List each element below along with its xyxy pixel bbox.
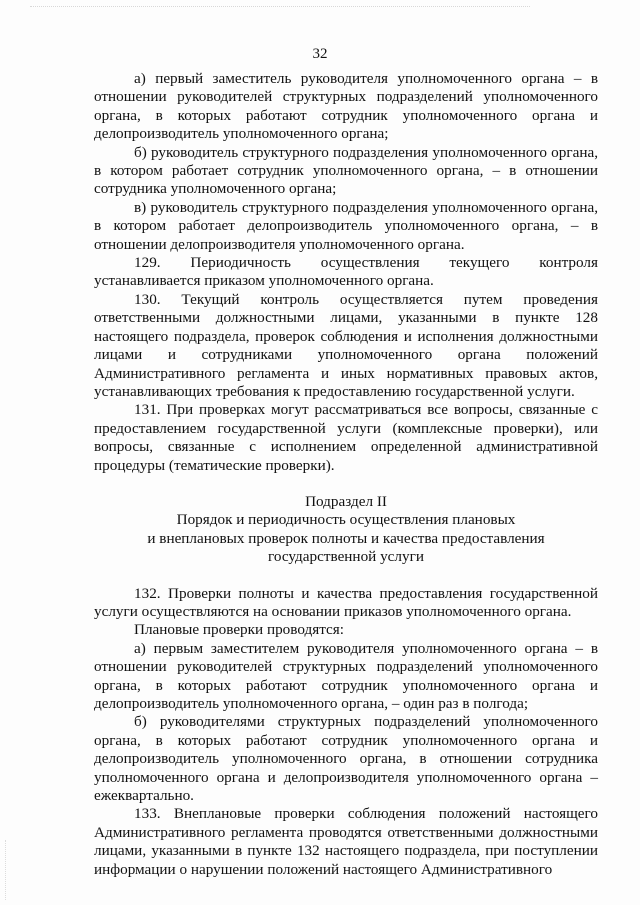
paragraph-planned-a: а) первым заместителем руководителя уполномоченного органа – в отношении руководителей структурных подразделений уполномоченного органа, в которых работают сотрудник уполномоченного органа и делопроизводитель уполномоченного органа, – один раз в полгода; [94, 639, 598, 712]
paragraph-130: 130. Текущий контроль осуществляется путем проведения ответственными должностными лицами, указанными в пункте 128 настоящего подраздела, проверок соблюдения и исполнения должностными лицами и сотрудниками уполномоченного органа положений Административного регламента и иных нормативных правовых актов, устанавливающих требования к предоставлению государственной услуги. [94, 290, 598, 400]
subsection-label: Подраздел II [305, 492, 387, 510]
paragraph-131: 131. При проверках могут рассматриваться все вопросы, связанные с предоставлением государственной услуги (комплексные проверки), или вопросы, связанные с исполнением определенной административной процедуры (тематические проверки). [94, 401, 598, 474]
scan-artifact-left [5, 840, 7, 900]
paragraph-133: 133. Внеплановые проверки соблюдения положений настоящего Административного регламента проводятся ответственными должностными лицами, указанными в пункте 132 настоящего подраздела, при поступлении информации о нарушении положений настоящего Административного [94, 805, 598, 878]
paragraph-132: 132. Проверки полноты и качества предоставления государственной услуги осуществляются на основании приказов уполномоченного органа. [94, 584, 598, 620]
subsection-title-line-1: Порядок и периодичность осуществления плановых [176, 511, 516, 529]
paragraph-planned-b: б) руководителями структурных подразделений уполномоченного органа, в которых работают сотрудник уполномоченного органа и делопроизводитель уполномоченного органа, в отношении сотрудника уполномоченного органа и делопроизводителя уполномоченного органа – ежеквартально. [94, 713, 598, 805]
scan-artifact-top [30, 6, 530, 8]
subsection-title-line-2: и внеплановых проверок полноты и качества предоставления [147, 529, 545, 547]
paragraph-b-unit-head: б) руководитель структурного подразделения уполномоченного органа, в котором работает сотрудник уполномоченного органа, – в отношении сотрудника уполномоченного органа; [94, 143, 598, 198]
paragraph-a-first-deputy: а) первый заместитель руководителя уполномоченного органа – в отношении руководителей структурных подразделений уполномоченного органа, в которых работают сотрудник уполномоченного органа и делопроизводитель уполномоченного органа; [94, 70, 598, 143]
paragraph-v-unit-head-clerk: в) руководитель структурного подразделения уполномоченного органа, в котором работает делопроизводитель уполномоченного органа, – в отношении делопроизводителя уполномоченного органа. [94, 198, 598, 253]
subsection-title-line-3: государственной услуги [268, 548, 424, 566]
document-body [94, 70, 598, 879]
paragraph-129: 129. Периодичность осуществления текущего контроля устанавливается приказом уполномоченного органа. [94, 254, 598, 290]
paragraph-planned-checks-intro: Плановые проверки проводятся: [134, 621, 344, 639]
page-number: 32 [312, 46, 328, 62]
